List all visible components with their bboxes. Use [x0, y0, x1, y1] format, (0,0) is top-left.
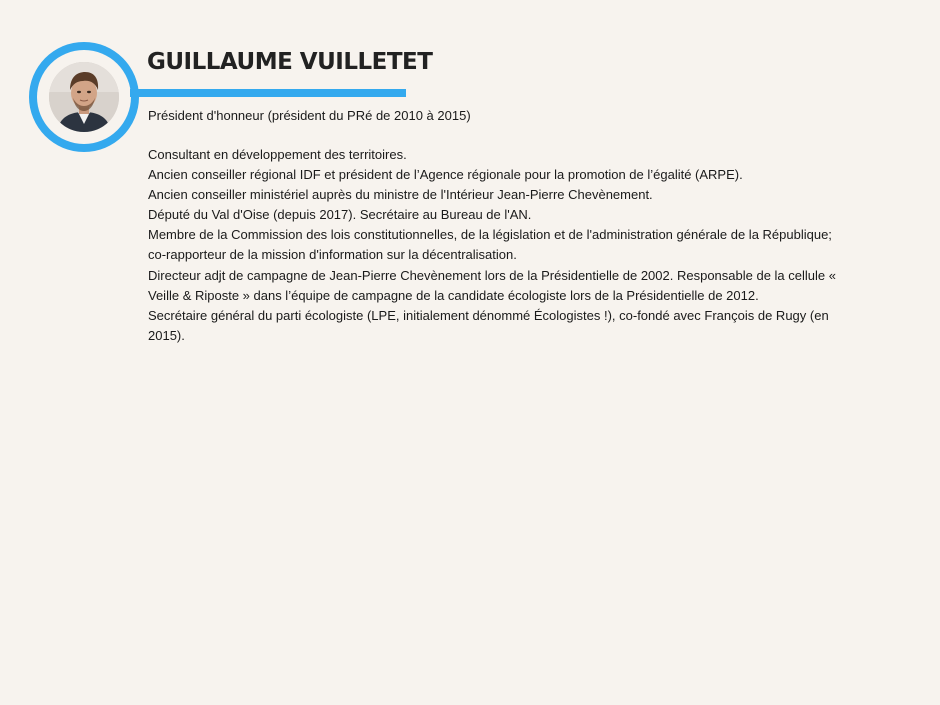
bio-line: Ancien conseiller régional IDF et président de l’Agence régionale pour la promotion de l’égalité (ARPE). — [148, 167, 743, 183]
bio-line: Ancien conseiller ministériel auprès du ministre de l'Intérieur Jean-Pierre Chevènement. — [148, 187, 653, 203]
avatar-ring — [29, 42, 139, 152]
biography — [148, 145, 838, 346]
person-role: Président d'honneur (président du PRé de 2010 à 2015) — [148, 108, 471, 123]
bio-line: Consultant en développement des territoires. — [148, 147, 407, 162]
bio-line: Directeur adjt de campagne de Jean-Pierre Chevènement lors de la Présidentielle de 2002. Responsable de la cellule « Veille & Riposte » dans l’équipe de campagne de la candidate écologiste lors de la Présidentielle de 2012. — [148, 267, 836, 303]
bio-line: Député du Val d'Oise (depuis 2017). Secrétaire au Bureau de l'AN. — [148, 207, 532, 223]
avatar — [49, 62, 119, 132]
bio-line: Secrétaire général du parti écologiste (LPE, initialement dénommé Écologistes !), co-fondé avec François de Rugy (en 2015). — [148, 307, 829, 343]
title-underline-bar — [130, 89, 406, 97]
avatar-frame — [37, 50, 131, 144]
bio-line: Membre de la Commission des lois constitutionnelles, de la législation et de l'administration générale de la République; co-rapporteur de la mission d'information sur la décentralisation. — [148, 227, 832, 263]
person-name: GUILLAUME VUILLETET — [147, 49, 433, 75]
portrait-photo — [49, 62, 119, 132]
